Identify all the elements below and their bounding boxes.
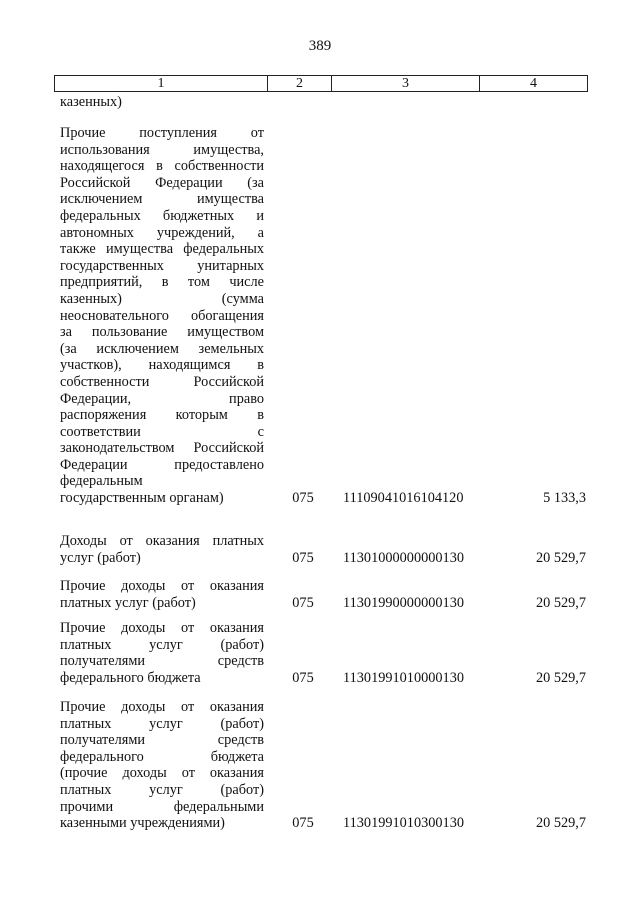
row-kbk: 11109041016104120 — [343, 490, 464, 507]
column-header-1: 1 — [55, 76, 268, 91]
row-name-line: казенных) (сумма — [60, 290, 264, 307]
row-kbk: 11301991010000130 — [343, 669, 464, 686]
row-name-line: Федерации предоставлено — [60, 456, 264, 473]
page-number: 389 — [308, 38, 332, 54]
row-name-line: платных услуг (работ) — [60, 594, 196, 611]
row-name-line: федерального бюджета — [60, 748, 264, 765]
row-name-line: федерального бюджета — [60, 669, 201, 686]
row-name-line: Прочие поступления от — [60, 125, 264, 141]
row-name-line: получателями средств — [60, 732, 264, 749]
column-header-2: 2 — [268, 76, 332, 91]
row-name-line: автономных учреждений, а — [60, 224, 264, 241]
row-name — [60, 699, 264, 832]
row-name-line: также имущества федеральных — [60, 241, 264, 258]
row-code: 075 — [292, 594, 314, 611]
row-name-line: платных услуг (работ) — [60, 636, 264, 653]
row-name-line: Доходы от оказания платных — [60, 533, 264, 549]
row-name-line: Прочие доходы от оказания — [60, 620, 264, 636]
row-name-line: прочими федеральными — [60, 798, 264, 815]
column-header-4: 4 — [530, 76, 537, 91]
row-code: 075 — [292, 815, 314, 832]
row-name-line: государственным органам) — [60, 490, 224, 507]
column-header-3: 3 — [332, 76, 480, 91]
row-name-line: исключением имущества — [60, 191, 264, 208]
row-kbk: 11301991010300130 — [343, 815, 464, 832]
row-name-line: участков), находящимся в — [60, 357, 264, 374]
row-name-line: казенными учреждениями) — [60, 815, 225, 832]
row-name-line: Прочие доходы от оказания — [60, 578, 264, 594]
row-name — [60, 620, 264, 686]
row-name-line: соответствии с — [60, 423, 264, 440]
row-name-line: государственных унитарных — [60, 257, 264, 274]
continuation-text: казенных) — [60, 94, 122, 110]
row-amount: 20 529,7 — [535, 669, 586, 686]
row-name-line: распоряжения которым в — [60, 407, 264, 424]
row-amount: 5 133,3 — [543, 490, 586, 507]
row-name-line: находящегося в собственности — [60, 158, 264, 175]
row-code: 075 — [292, 669, 314, 686]
row-name — [60, 578, 264, 611]
row-amount: 20 529,7 — [535, 594, 586, 611]
row-name-line: собственности Российской — [60, 373, 264, 390]
row-name-line: федеральных бюджетных и — [60, 207, 264, 224]
row-name-line: (за исключением земельных — [60, 340, 264, 357]
column-header-row — [54, 75, 588, 92]
row-amount: 20 529,7 — [535, 815, 586, 832]
row-name — [60, 533, 264, 566]
row-name-line: неосновательного обогащения — [60, 307, 264, 324]
row-name-line: использования имущества, — [60, 141, 264, 158]
row-name-line: платных услуг (работ) — [60, 715, 264, 732]
row-kbk: 11301000000000130 — [343, 549, 464, 566]
row-name-line: (прочие доходы от оказания — [60, 765, 264, 782]
row-kbk: 11301990000000130 — [343, 594, 464, 611]
row-name-line: услуг (работ) — [60, 549, 141, 566]
row-name-line: Прочие доходы от оказания — [60, 699, 264, 715]
row-name-line: платных услуг (работ) — [60, 781, 264, 798]
row-amount: 20 529,7 — [535, 549, 586, 566]
row-code: 075 — [292, 549, 314, 566]
row-name-line: за пользование имуществом — [60, 324, 264, 341]
row-name-line: предприятий, в том числе — [60, 274, 264, 291]
row-name-line: получателями средств — [60, 653, 264, 670]
row-name-line: Федерации, право — [60, 390, 264, 407]
row-code: 075 — [292, 490, 314, 507]
row-name-line: федеральным — [60, 473, 143, 490]
row-name-line: законодательством Российской — [60, 440, 264, 457]
row-name-line: Российской Федерации (за — [60, 174, 264, 191]
row-name — [60, 125, 264, 507]
